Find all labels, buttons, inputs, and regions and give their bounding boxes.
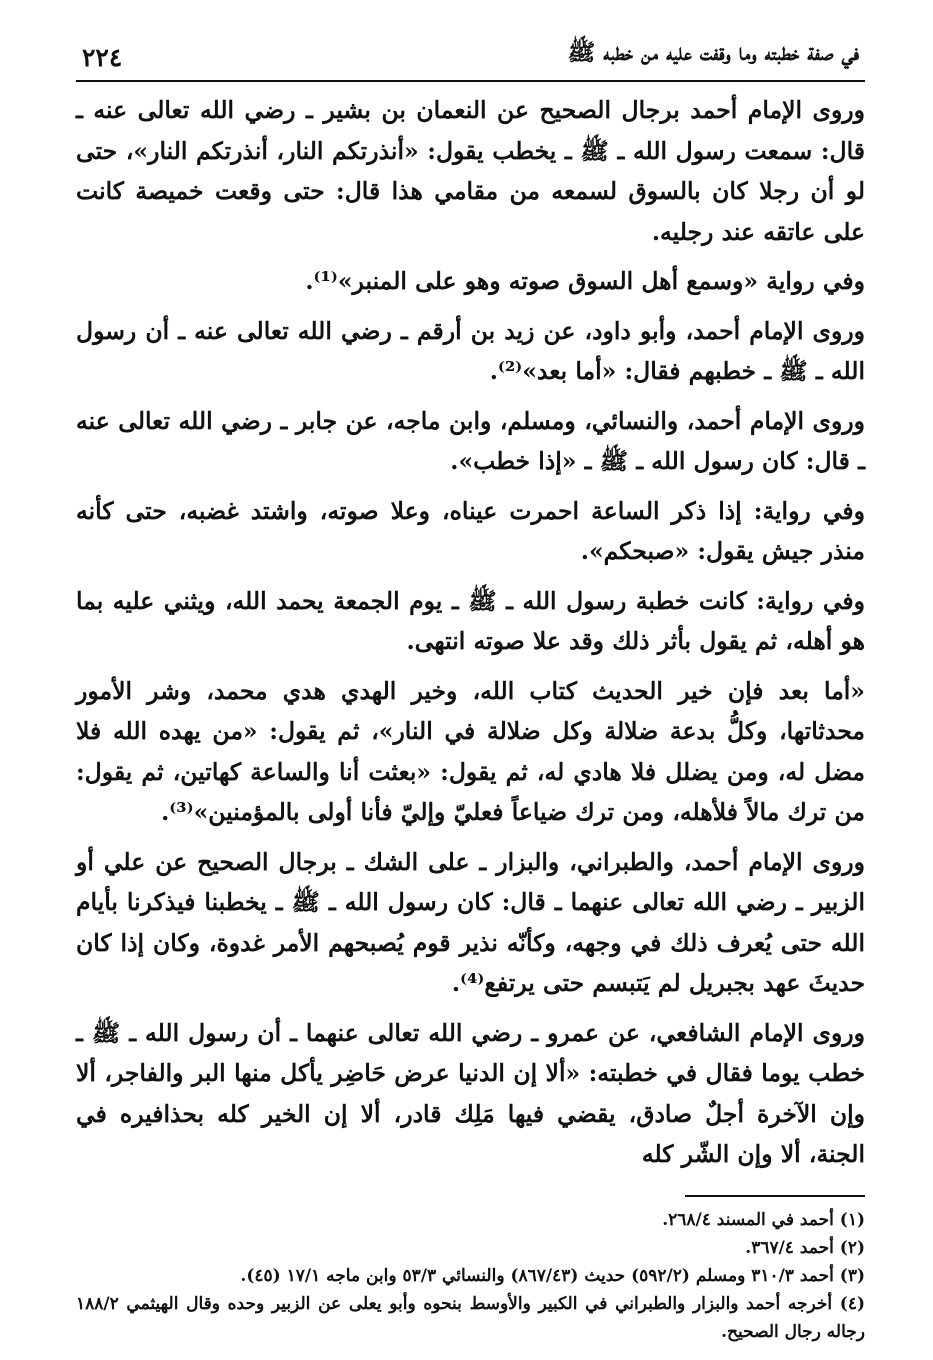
footnote: (١) أحمد في المسند ٢٦٨/٤. [662,1209,865,1230]
paragraph: وفي رواية: إذا ذكر الساعة احمرت عيناه، وعلا صوته، واشتد غضبه، حتى كأنه منذر جيش يقول: «صبحكم». [76,496,865,565]
page-body [76,90,865,1175]
paragraph: وروى الإمام الشافعي، عن عمرو ـ رضي الله تعالى عنهما ـ أن رسول الله ـ ﷺ ـ خطب يوما فقال في خطبته: «ألا إن الدنيا عرض حَاضِر يأكل منها البر والفاجر، ألا وإن الآخرة أجلٌ صادق، يقضي فيها مَلِك قادر، ألا إن الخير كله بحذافيره في الجنة، ألا وإن الشّر كله [76,1018,865,1168]
paragraph: وروى الإمام أحمد، وأبو داود، عن زيد بن أرقم ـ رضي الله تعالى عنه ـ أن رسول الله ـ ﷺ ـ خطبهم فقال: «أما بعد»⁽²⁾. [76,316,865,385]
header-title: في صفة خطبته وما وقفت عليه من خطبه ﷺ [567,39,859,66]
paragraph: وفي رواية: كانت خطبة رسول الله ـ ﷺ ـ يوم الجمعة يحمد الله، ويثني عليه بما هو أهله، ثم يقول بأثر ذلك وقد علا صوته انتهى. [76,586,865,655]
footnote: (٣) أحمد ٣١٠/٣ ومسلم (٥٩٢/٢) حديث (٨٦٧/٤٣) والنسائي ٥٣/٣ وابن ماجه ١٧/١ (٤٥). [240,1265,865,1286]
paragraph: وروى الإمام أحمد، والطبراني، والبزار ـ على الشك ـ برجال الصحيح عن علي أو الزبير ـ رضي الله تعالى عنهما ـ قال: كان رسول الله ـ ﷺ ـ يخطبنا فيذكرنا بأيام الله حتى يُعرف ذلك في وجهه، وكأنّه نذير قوم يُصبحهم الأمر غدوة، وكان إذا كان حديثَ عهد بجبريل لم يَتبسم حتى يرتفع⁽⁴⁾. [76,847,865,997]
running-header [76,30,865,82]
footnote-separator [685,1195,865,1197]
footnote: (٤) أخرجه أحمد والبزار والطبراني في الكبير والأوسط بنحوه وأبو يعلى عن الزبير وحده وقال الهيثمي ١٨٨/٢ رجاله رجال الصحيح. [76,1293,865,1342]
paragraph: وروى الإمام أحمد، والنسائي، ومسلم، وابن ماجه، عن جابر ـ رضي الله تعالى عنه ـ قال: كان رسول الله ـ ﷺ ـ «إذا خطب». [76,406,865,475]
footnotes [76,1206,865,1346]
paragraph: وروى الإمام أحمد برجال الصحيح عن النعمان بن بشير ـ رضي الله تعالى عنه ـ قال: سمعت رسول الله ـ ﷺ ـ يخطب يقول: «أنذرتكم النار، أنذرتكم النار»، حتى لو أن رجلا كان بالسوق لسمعه من مقامي هذا قال: حتى وقعت خميصة كانت على عاتقه عند رجليه. [76,96,865,246]
page-number: ٢٢٤ [82,43,123,72]
footnote: (٢) أحمد ٣٦٧/٤. [745,1237,865,1258]
paragraph: «أما بعد فإن خير الحديث كتاب الله، وخير الهدي هدي محمد، وشر الأمور محدثاتها، وكلُّ بدعة ضلالة وكل ضلالة في النار»، ثم يقول: «من يهده الله فلا مضل له، ومن يضلل فلا هادي له، ثم يقول: «بعثت أنا والساعة كهاتين، ثم يقول: من ترك مالاً فلأهله، ومن ترك ضياعاً فعليّ وإليّ فأنا أولى بالمؤمنين»⁽³⁾. [76,676,865,826]
paragraph: وفي رواية «وسمع أهل السوق صوته وهو على المنبر»⁽¹⁾. [305,267,865,295]
